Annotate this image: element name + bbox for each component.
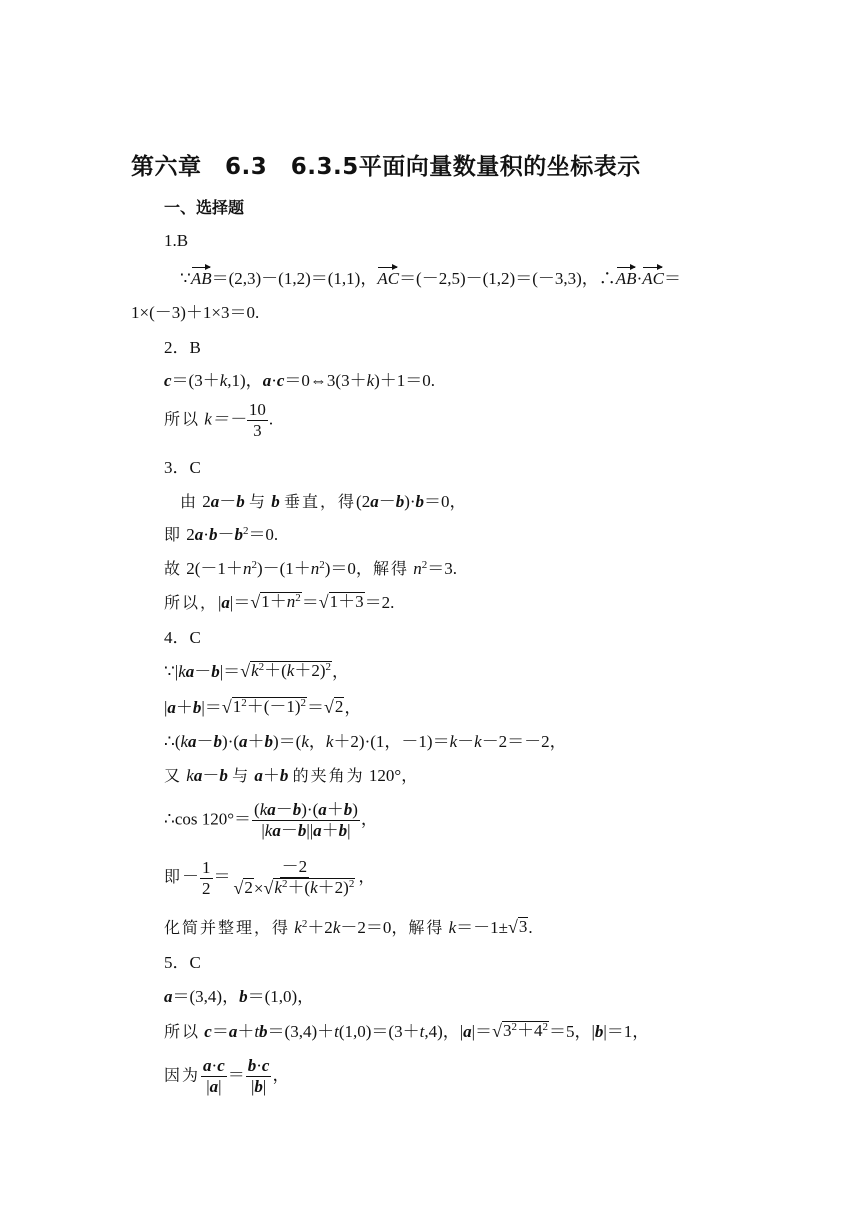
q3-solution-line-3: 故 $2(-1+n^2)-(1+n^2)=0$，解得 $n^2=3$. [164, 559, 457, 578]
q2-solution-line-2: 所以 k＝－ $\frac{10}{3}$ . [164, 400, 274, 440]
section-heading: 一、选择题 [164, 198, 245, 217]
q3-solution-line-1: 由 2a－b 与 b 垂直，得(2a－b)·b＝0， [180, 492, 467, 511]
vector-ab: AB [190, 269, 212, 288]
q3-solution-line-2: 即 $2a\cdot b-b^2=0$. [164, 525, 279, 544]
fraction-bc-over-b: $\frac{b\cdot c}{|b|}$ [247, 1056, 270, 1096]
q5-solution-line-3: 因为 $\frac{a\cdot c}{|a|}$ ＝ $\frac{b\cdot c}{|b|}$ ， [164, 1056, 290, 1096]
q4-solution-line-1: ∵|ka－b|＝ √ $k^2+(k+2)^2$ ， [164, 661, 350, 681]
answer-1: 1.B [164, 231, 189, 250]
answer-2: 2．B [164, 338, 201, 357]
q4-solution-line-4: 又 ka－b 与 a＋b 的夹角为 120°， [164, 766, 419, 785]
vector-ac-2: AC [642, 269, 664, 288]
q4-solution-line-3: ∴(ka－b)·(a＋b)＝(k，k＋2)·(1，－1)＝k－k－2＝－2， [164, 732, 567, 751]
q4-solution-line-5: ∴cos 120°＝ $\frac{(ka-b)\cdot(a+b)}{|ka-b||a+b|}$ ， [164, 800, 378, 840]
fraction-ten-thirds: $\frac{10}{3}$ [248, 400, 266, 440]
q1-solution-line-1: ∵AB＝(2,3)－(1,2)＝(1,1)，AC＝(－2,5)－(1,2)＝(－3,3)，∴AB·AC＝ [180, 269, 681, 288]
fraction-cosine: $\frac{(ka-b)\cdot(a+b)}{|ka-b||a+b|}$ [254, 800, 358, 840]
fraction-negative-two: －2 √ 2 × √ $k^2+(k+2)^2$ [233, 857, 355, 898]
page-title: 第六章 6.3 6.3.5平面向量数量积的坐标表示 [131, 154, 641, 180]
answer-3: 3．C [164, 458, 201, 477]
vector-ab-2: AB [615, 269, 637, 288]
q4-solution-line-2: |a＋b|＝ √ $1^2+(-1)^2$ ＝ √ 2 ， [164, 697, 362, 717]
q2-solution-line-1: c＝(3＋k,1)，a·c＝0⇔3(3＋k)＋1＝0. [164, 371, 436, 390]
answer-4: 4．C [164, 628, 201, 647]
q4-solution-line-6: 即－ $\frac{1}{2}$ ＝ －2 √ 2 × √ $k^2+(k+2)^2$ ， [164, 857, 376, 898]
q5-solution-line-2: 所以 c＝a＋tb＝(3,4)＋t(1,0)＝(3＋t,4)，|a|＝ √ $3^2+4^2$ ＝5，|b|＝1， [164, 1021, 650, 1041]
vector-ac: AC [377, 269, 400, 288]
q3-solution-line-4: 所以，|a|＝ √ $1+n^2$ ＝ √ 1＋3 ＝2. [164, 592, 395, 612]
q1-solution-line-2: 1×(－3)＋1×3＝0. [131, 303, 260, 322]
q5-solution-line-1: a＝(3,4)，b＝(1,0)， [164, 987, 315, 1006]
q4-solution-line-7: 化简并整理，得 $k^2+2k-2=0$，解得 k＝－1± √ 3 . [164, 917, 533, 937]
answer-5: 5．C [164, 953, 201, 972]
fraction-ac-over-a: $\frac{a\cdot c}{|a|}$ [203, 1056, 225, 1096]
